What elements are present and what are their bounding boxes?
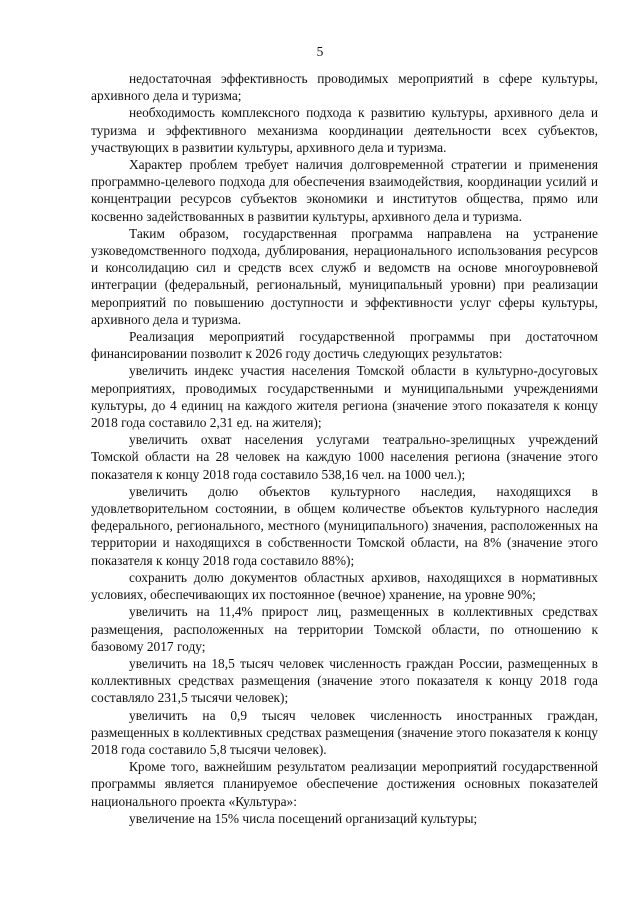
- paragraph: Реализация мероприятий государственной программы при достаточном финансировании позволит к 2026 году достичь следующих результатов:: [91, 329, 598, 362]
- paragraph: увеличить на 18,5 тысяч человек численность граждан России, размещенных в коллективных средствах размещения (значение этого показателя к концу 2018 года составляло 231,5 тысячи человек);: [91, 655, 598, 706]
- paragraph: Таким образом, государственная программа направлена на устранение узковедомственного подхода, дублирования, нерационального использования ресурсов и консолидацию сил и средств всех служб и ведомств на основе многоуровневой интеграции (федеральный, региональный, муниципальный уровни) при реализации мероприятий по повышению доступности и эффективности услуг сферы культуры, архивного дела и туризма.: [91, 225, 598, 327]
- paragraph: увеличить индекс участия населения Томской области в культурно-досуговых мероприятиях, проводимых государственными и муниципальными учреждениями культуры, до 4 единиц на каждого жителя региона (значение этого показателя к концу 2018 года составило 2,31 ед. на жителя);: [91, 363, 598, 431]
- paragraph: Характер проблем требует наличия долговременной стратегии и применения программно-целевого подхода для обеспечения взаимодействия, координации усилий и концентрации ресурсов субъектов экономики и институтов общества, прямо или косвенно задействованных в развитии культуры, архивного дела и туризма.: [91, 157, 598, 224]
- paragraph: сохранить долю документов областных архивов, находящихся в нормативных условиях, обеспечивающих их постоянное (вечное) хранение, на уровне 90%;: [91, 569, 598, 603]
- paragraph: увеличить на 0,9 тысяч человек численность иностранных граждан, размещенных в коллективных средствах размещения (значение этого показателя к концу 2018 года составило 5,8 тысячи человек).: [91, 707, 598, 757]
- paragraph: увеличить на 11,4% прирост лиц, размещенных в коллективных средствах размещения, расположенных на территории Томской области, по отношению к базовому 2017 году;: [91, 604, 598, 654]
- paragraph: Кроме того, важнейшим результатом реализации мероприятий государственной программы является планируемое обеспечение достижения основных показателей национального проекта «Культура»:: [91, 759, 598, 809]
- document-body: [91, 70, 598, 827]
- paragraph: увеличение на 15% числа посещений организаций культуры;: [129, 810, 478, 826]
- paragraph: увеличить охват населения услугами театрально-зрелищных учреждений Томской области на 28 человек на каждую 1000 населения региона (значение этого показателя к концу 2018 года составило 538,16 чел. на 1000 чел.);: [91, 432, 598, 482]
- page-number: 5: [316, 44, 324, 59]
- paragraph: недостаточная эффективность проводимых мероприятий в сфере культуры, архивного дела и туризма;: [91, 71, 598, 104]
- paragraph: необходимость комплексного подхода к развитию культуры, архивного дела и туризма и эффективного механизма координации деятельности всех субъектов, участвующих в развитии культуры, архивного дела и туризма.: [91, 105, 598, 155]
- paragraph: увеличить долю объектов культурного наследия, находящихся в удовлетворительном состоянии, в общем количестве объектов культурного наследия федерального, регионального, местного (муниципального) значения, расположенных на территории и находящихся в собственности Томской области, на 8% (значение этого показателя к концу 2018 года составило 88%);: [91, 483, 598, 568]
